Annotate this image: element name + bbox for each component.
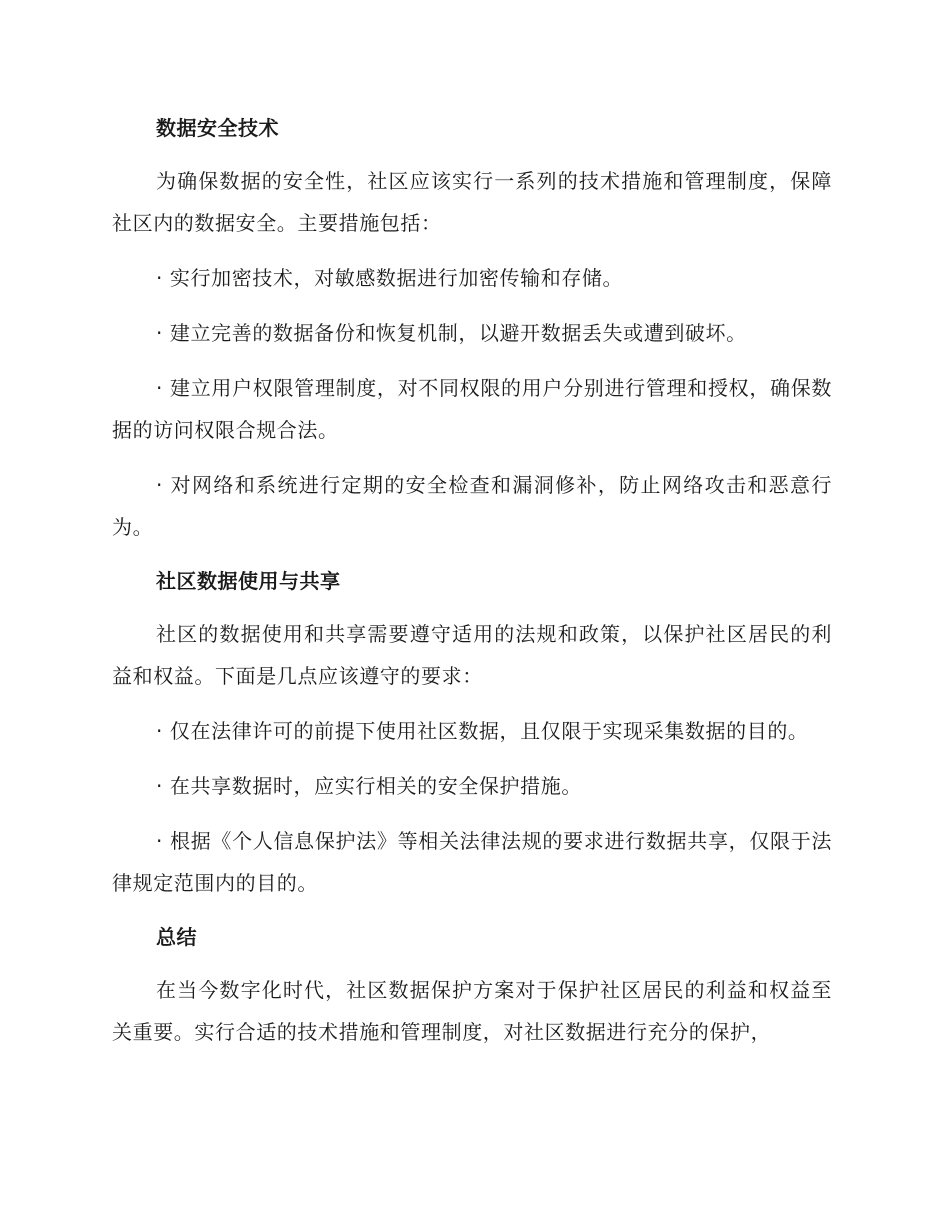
paragraph: 在当今数字化时代，社区数据保护方案对于保护社区居民的利益和权益至关重要。实行合适的技术措施和管理制度，对社区数据进行充分的保护， bbox=[112, 978, 832, 1044]
list-item: · 对网络和系统进行定期的安全检查和漏洞修补，防止网络攻击和恶意行为。 bbox=[112, 473, 832, 539]
list-item: · 实行加密技术，对敏感数据进行加密传输和存储。 bbox=[156, 266, 624, 290]
list-item: · 建立用户权限管理制度，对不同权限的用户分别进行管理和授权，确保数据的访问权限合规合法。 bbox=[112, 376, 832, 442]
paragraph: 社区的数据使用和共享需要遵守适用的法规和政策，以保护社区居民的利益和权益。下面是几点应该遵守的要求： bbox=[112, 622, 832, 688]
list-item: · 建立完善的数据备份和恢复机制，以避开数据丢失或遭到破坏。 bbox=[156, 321, 747, 345]
section-heading-data-security: 数据安全技术 bbox=[156, 116, 279, 140]
paragraph: 为确保数据的安全性，社区应该实行一系列的技术措施和管理制度，保障社区内的数据安全。主要措施包括： bbox=[112, 169, 832, 235]
document-body bbox=[112, 108, 832, 1066]
list-item: · 仅在法律许可的前提下使用社区数据，且仅限于实现采集数据的目的。 bbox=[156, 719, 809, 743]
list-item: · 在共享数据时，应实行相关的安全保护措施。 bbox=[156, 774, 582, 798]
section-heading-data-usage-sharing: 社区数据使用与共享 bbox=[156, 569, 341, 593]
section-heading-summary: 总结 bbox=[156, 925, 197, 949]
list-item: · 根据《个人信息保护法》等相关法律法规的要求进行数据共享，仅限于法律规定范围内的目的。 bbox=[112, 829, 832, 895]
